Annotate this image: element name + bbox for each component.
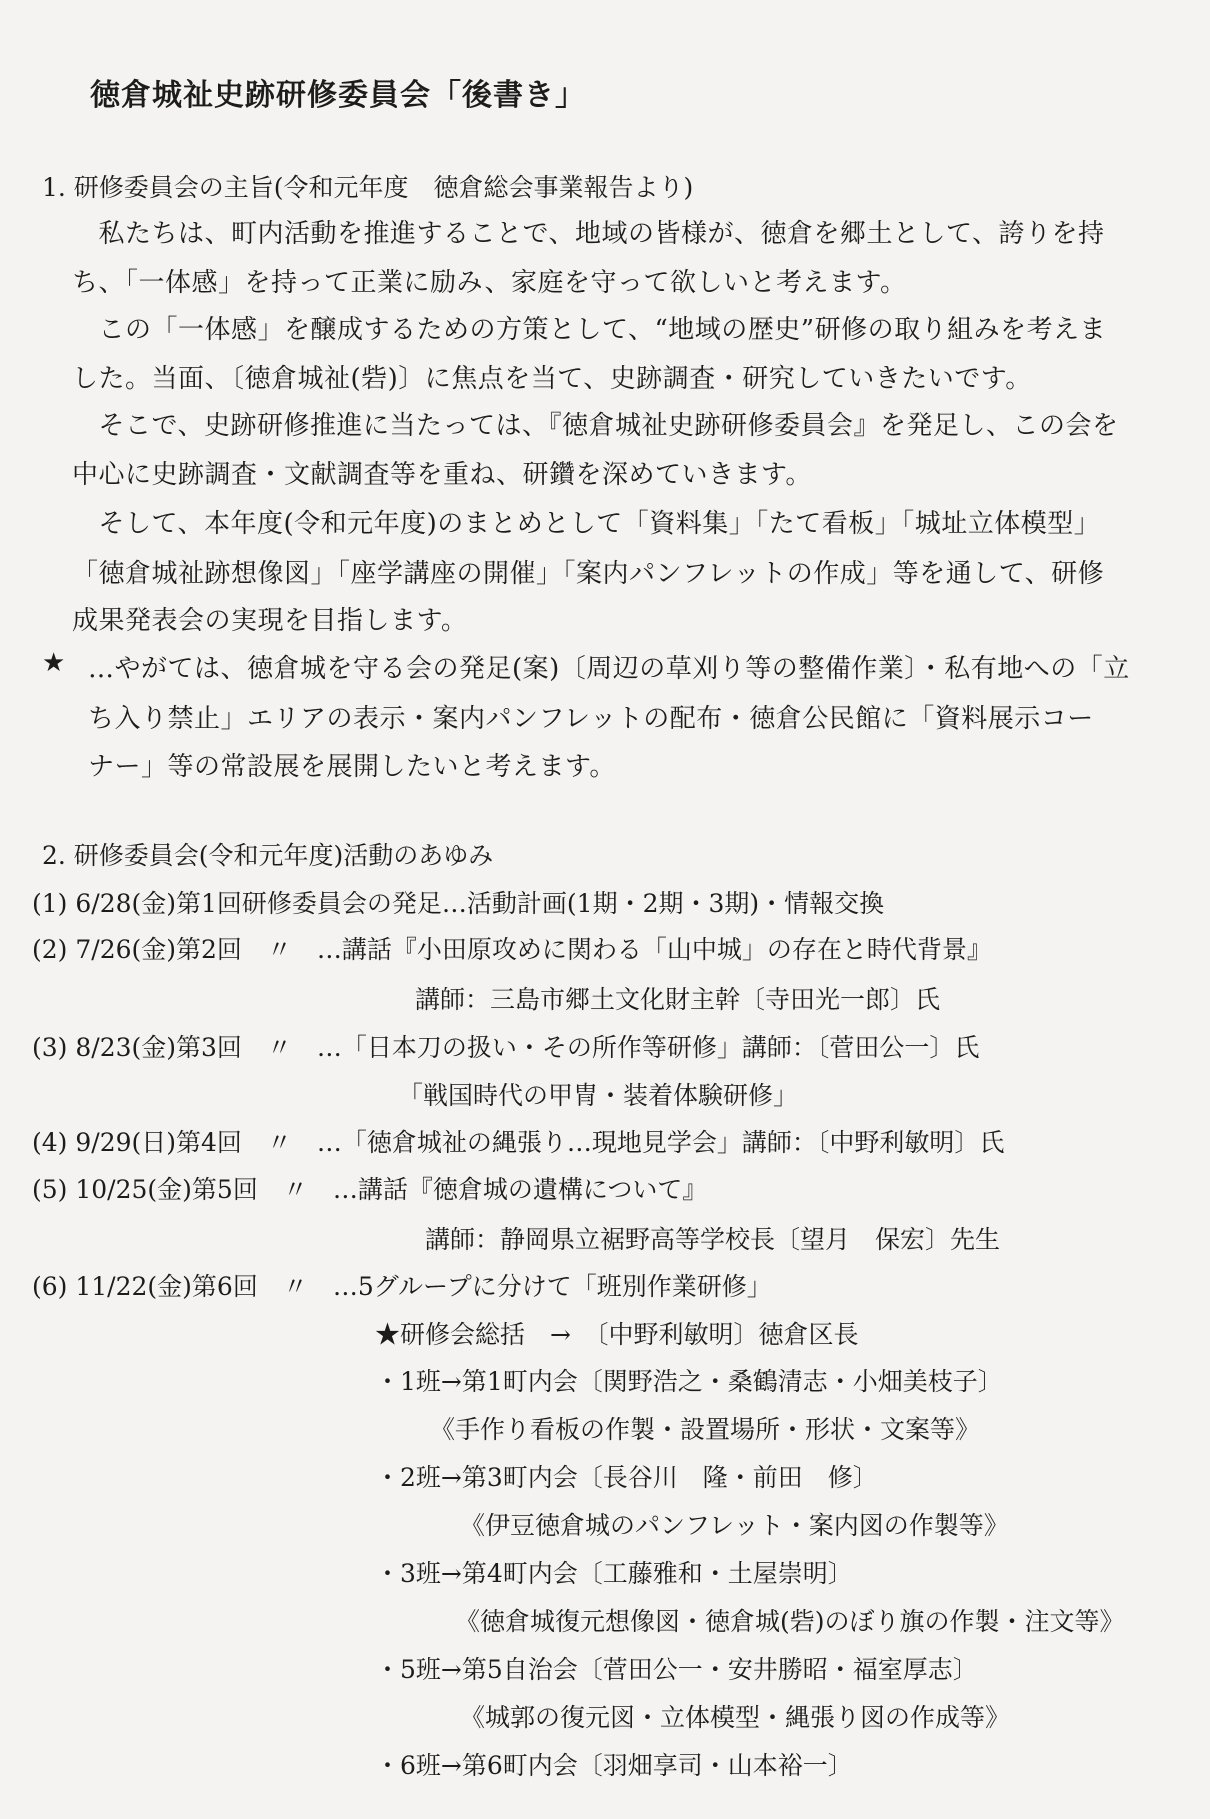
paragraph-line: …やがては、徳倉城を守る会の発足(案)〔周辺の草刈り等の整備作業〕・私有地への「立 — [88, 654, 1130, 684]
activity-line: (6) 11/22(金)第6回 〃 …5グループに分けて「班別作業研修」 — [32, 1272, 772, 1301]
activity-line: ・1班→第1町内会〔関野浩之・桑鶴清志・小畑美枝子〕 — [375, 1367, 1003, 1396]
activity-line: 《徳倉城復元想像図・徳倉城(砦)のぼり旗の作製・注文等》 — [455, 1607, 1125, 1636]
activity-line: ・3班→第4町内会〔工藤雅和・土屋崇明〕 — [375, 1559, 853, 1588]
star-bullet: ★ — [42, 648, 66, 678]
activity-line: (1) 6/28(金)第1回研修委員会の発足…活動計画(1期・2期・3期)・情報交換 — [32, 889, 885, 918]
activity-line: ・2班→第3町内会〔長谷川 隆・前田 修〕 — [375, 1463, 878, 1492]
paragraph-line: 中心に史跡調査・文献調査等を重ね、研鑽を深めていきます。 — [72, 460, 812, 490]
activity-line: 《伊豆徳倉城のパンフレット・案内図の作製等》 — [460, 1511, 1009, 1540]
paragraph-line: 成果発表会の実現を目指します。 — [72, 606, 468, 636]
activity-line: ★研修会総括 → 〔中野利敏明〕徳倉区長 — [375, 1320, 859, 1349]
paragraph-line: 私たちは、町内活動を推進することで、地域の皆様が、徳倉を郷土として、誇りを持 — [72, 219, 1105, 249]
section2-heading: 2. 研修委員会(令和元年度)活動のあゆみ — [42, 841, 494, 870]
paragraph-line: ち入り禁止」エリアの表示・案内パンフレットの配布・徳倉公民館に「資料展示コー — [88, 704, 1094, 734]
activity-line: ・6班→第6町内会〔羽畑享司・山本裕一〕 — [375, 1751, 853, 1780]
section1-heading: 1. 研修委員会の主旨(令和元年度 徳倉総会事業報告より) — [42, 173, 694, 202]
activity-line: 講師：静岡県立裾野高等学校長〔望月 保宏〕先生 — [425, 1225, 1001, 1254]
activity-line: (4) 9/29(日)第4回 〃 …「徳倉城祉の縄張り…現地見学会」講師：〔中野利敏明〕氏 — [32, 1128, 1005, 1157]
activity-line: 「戦国時代の甲冑・装着体験研修」 — [398, 1081, 799, 1110]
paragraph-line: 「徳倉城祉跡想像図」「座学講座の開催」「案内パンフレットの作成」等を通して、研修 — [72, 559, 1105, 589]
activity-line: 講師：三島市郷土文化財主幹〔寺田光一郎〕氏 — [415, 985, 941, 1014]
activity-line: (2) 7/26(金)第2回 〃 …講話『小田原攻めに関わる「山中城」の存在と時代背景』 — [32, 935, 992, 964]
paragraph-line: この「一体感」を醸成するための方策として、“地域の歴史”研修の取り組みを考えま — [72, 315, 1107, 345]
activity-line: 《手作り看板の作製・設置場所・形状・文案等》 — [430, 1415, 981, 1444]
paragraph-line: した。当面、〔徳倉城祉(砦)〕に焦点を当て、史跡調査・研究していきたいです。 — [72, 364, 1032, 394]
paragraph-line: そこで、史跡研修推進に当たっては、『徳倉城祉史跡研修委員会』を発足し、この会を — [72, 411, 1119, 441]
paragraph-line: ナー」等の常設展を展開したいと考えます。 — [88, 752, 616, 782]
activity-line: ・5班→第5自治会〔菅田公一・安井勝昭・福室厚志〕 — [375, 1655, 978, 1684]
activity-line: (5) 10/25(金)第5回 〃 …講話『徳倉城の遺構について』 — [32, 1175, 708, 1204]
paragraph-line: そして、本年度(令和元年度)のまとめとして「資料集」「たて看板」「城址立体模型」 — [72, 509, 1101, 539]
page-title: 徳倉城祉史跡研修委員会「後書き」 — [90, 78, 586, 113]
paragraph-line: ち、「一体感」を持って正業に励み、家庭を守って欲しいと考えます。 — [72, 268, 907, 298]
activity-line: 《城郭の復元図・立体模型・縄張り図の作成等》 — [460, 1703, 1011, 1732]
activity-line: (3) 8/23(金)第3回 〃 …「日本刀の扱い・その所作等研修」講師：〔菅田公一〕氏 — [32, 1033, 980, 1062]
